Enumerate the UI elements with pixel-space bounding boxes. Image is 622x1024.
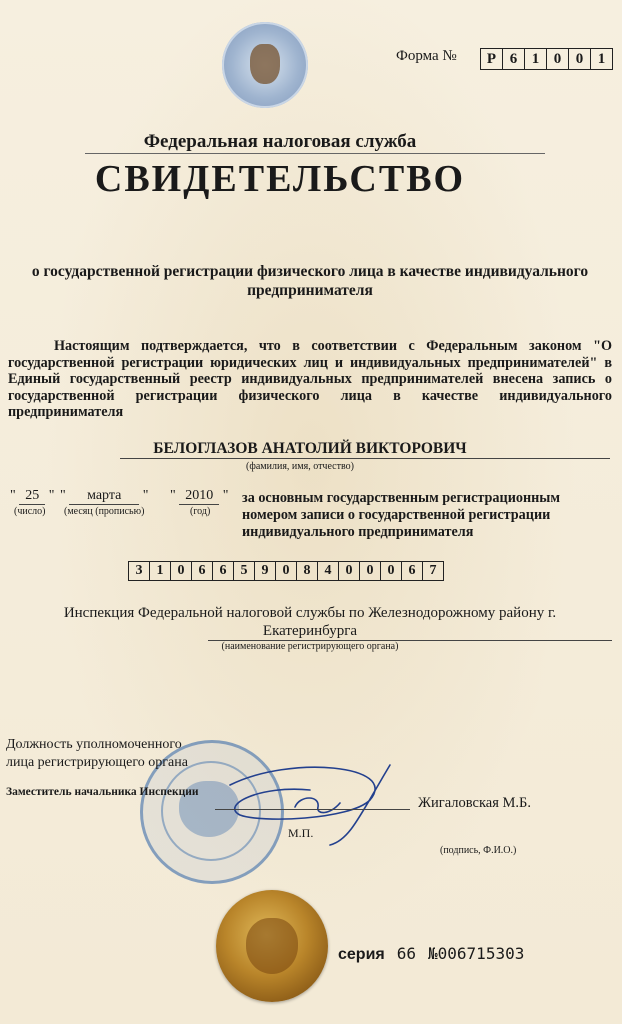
reg-digit: 0 (275, 561, 297, 581)
coat-of-arms-emblem-icon (222, 22, 308, 108)
body-text: Настоящим подтверждается, что в соответствии с Федеральным законом "О государственной регистрации юридических лиц и индивидуальных предпринимателей" в Единый государственный реестр индивидуальных предпринимателей внесена запись о государственной регистрации физического лица в качестве индивидуального предпринимателя (8, 338, 612, 420)
signer-position: Заместитель начальника Инспекции (6, 786, 199, 798)
name-underline (120, 458, 610, 459)
signer-name: Жигаловская М.Б. (418, 795, 531, 811)
date-day-value: 25 (19, 488, 45, 505)
divider (85, 153, 545, 154)
name-caption: (фамилия, имя, отчество) (246, 461, 354, 472)
reg-digit: 4 (317, 561, 339, 581)
reg-digit: 0 (359, 561, 381, 581)
reg-digit: 9 (254, 561, 276, 581)
form-code-digit: 0 (568, 48, 591, 70)
position-label (6, 736, 188, 772)
date-year-value: 2010 (179, 488, 219, 505)
inspection-name: Инспекция Федеральной налоговой службы по Железнодорожному району г. Екатеринбурга (63, 605, 557, 639)
month-caption: (месяц (прописью) (64, 506, 145, 517)
signature-caption: (подпись, Ф.И.О.) (440, 845, 517, 856)
document-subtitle: о государственной регистрации физического лица в качестве индивидуального предпринимателя (31, 263, 589, 299)
position-label-line1: Должность уполномоченного (6, 737, 182, 752)
reg-digit: 6 (191, 561, 213, 581)
series-label: серия (338, 946, 385, 963)
form-code-digit: 6 (502, 48, 525, 70)
reg-digit: 1 (149, 561, 171, 581)
date-month: " марта " (60, 488, 149, 503)
day-caption: (число) (14, 506, 46, 517)
form-code-digit: 1 (524, 48, 547, 70)
reg-digit: 5 (233, 561, 255, 581)
reg-digit: 8 (296, 561, 318, 581)
service-name: Федеральная налоговая служба (143, 131, 417, 152)
form-code-digit: 1 (590, 48, 613, 70)
form-code-boxes (480, 48, 612, 70)
person-name: БЕЛОГЛАЗОВ АНАТОЛИЙ ВИКТОРОВИЧ (153, 440, 467, 457)
gold-seal-icon (216, 890, 328, 1002)
mp-label: М.П. (288, 826, 314, 840)
series-number (338, 944, 524, 964)
date-day: " 25 " (10, 488, 55, 503)
signature-icon (200, 745, 440, 855)
inspection-caption: (наименование регистрирующего органа) (221, 641, 399, 652)
registration-statement: за основным государственным регистрационным номером записи о государственной регистрации индивидуального предпринимателя (242, 490, 561, 540)
form-code-digit: 0 (546, 48, 569, 70)
date-year: " 2010 " (170, 488, 229, 503)
form-label: Форма № (396, 48, 457, 64)
reg-digit: 3 (128, 561, 150, 581)
series-region: 66 (396, 944, 417, 963)
reg-digit: 0 (170, 561, 192, 581)
reg-digit: 7 (422, 561, 444, 581)
series-serial: №006715303 (428, 944, 525, 963)
position-label-line2: лица регистрирующего органа (6, 755, 188, 770)
reg-digit: 6 (401, 561, 423, 581)
year-caption: (год) (190, 506, 211, 517)
form-code-digit: Р (480, 48, 503, 70)
document-title: СВИДЕТЕЛЬСТВО (94, 158, 466, 200)
reg-digit: 0 (338, 561, 360, 581)
reg-digit: 6 (212, 561, 234, 581)
registration-number-boxes (128, 561, 443, 581)
date-month-value: марта (69, 488, 139, 505)
reg-digit: 0 (380, 561, 402, 581)
signature-line (215, 809, 410, 810)
